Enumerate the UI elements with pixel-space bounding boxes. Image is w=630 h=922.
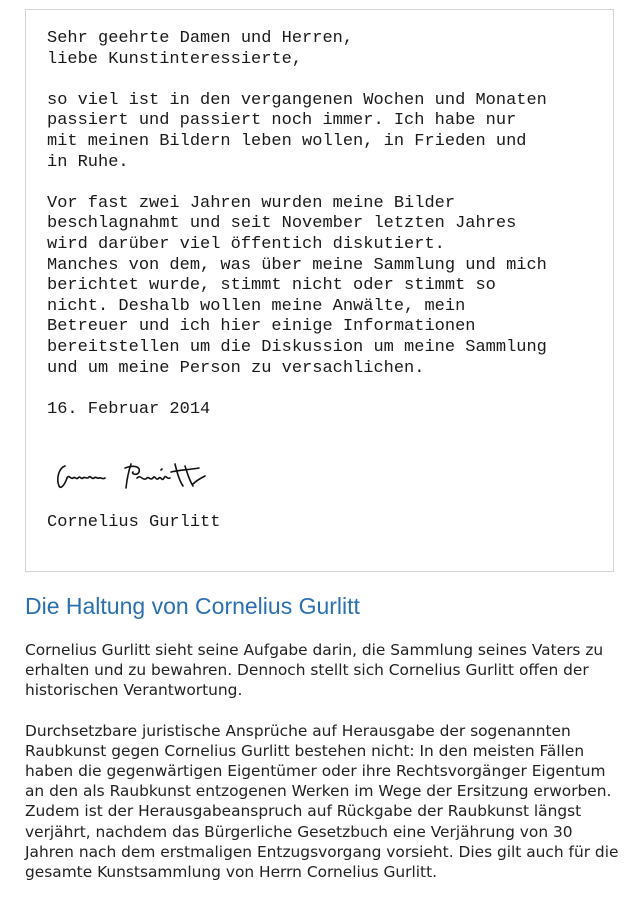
letter-date: 16. Februar 2014 — [47, 399, 211, 419]
letter-box — [25, 9, 614, 572]
body-paragraph: Cornelius Gurlitt sieht seine Aufgabe darin, die Sammlung seines Vaters zu erhalten und zu bewahren. Dennoch stellt sich Cornelius Gurlitt offen der historischen Verantwortung. — [25, 641, 604, 700]
handwritten-signature — [53, 456, 213, 492]
letter-paragraph: so viel ist in den vergangenen Wochen und Monaten passiert und passiert noch immer. Ich habe nur mit meinen Bildern leben wollen, in Frieden und in Ruhe. — [47, 90, 547, 172]
section-heading: Die Haltung von Cornelius Gurlitt — [25, 593, 360, 619]
letter-paragraph: Vor fast zwei Jahren wurden meine Bilder beschlagnahmt und seit November letzten Jahres wird darüber viel öffentich diskutiert. Manches von dem, was über meine Sammlung und mich berichtet wurde, stimmt nicht oder stimmt so nicht. Deshalb wollen meine Anwälte, mein Betreuer und ich hier einige Informationen bereitstellen um die Diskussion um meine Sammlung und um meine Person zu versachlichen. — [47, 193, 547, 378]
signer-name: Cornelius Gurlitt — [47, 513, 221, 532]
section-body — [25, 640, 619, 902]
letter-text — [47, 29, 607, 420]
body-paragraph: Durchsetzbare juristische Ansprüche auf Herausgabe der sogenannten Raubkunst gegen Cornelius Gurlitt bestehen nicht: In den meisten Fällen haben die gegenwärtigen Eigentümer oder ihre Rechtsvorgänger Eigentum an den als Raubkunst entzogenen Werken im Wege der Ersitzung erworben. Zudem ist der Herausgabeanspruch auf Rückgabe der Raubkunst längst verjährt, nachdem das Bürgerliche Gesetzbuch eine Verjährung von 30 Jahren nach dem erstmaligen Entzugsvorgang vorsieht. Dies gilt auch für die gesamte Kunstsammlung von Herrn Cornelius Gurlitt. — [25, 721, 619, 882]
letter-salutation: Sehr geehrte Damen und Herren, liebe Kunstinteressierte, — [47, 29, 354, 69]
